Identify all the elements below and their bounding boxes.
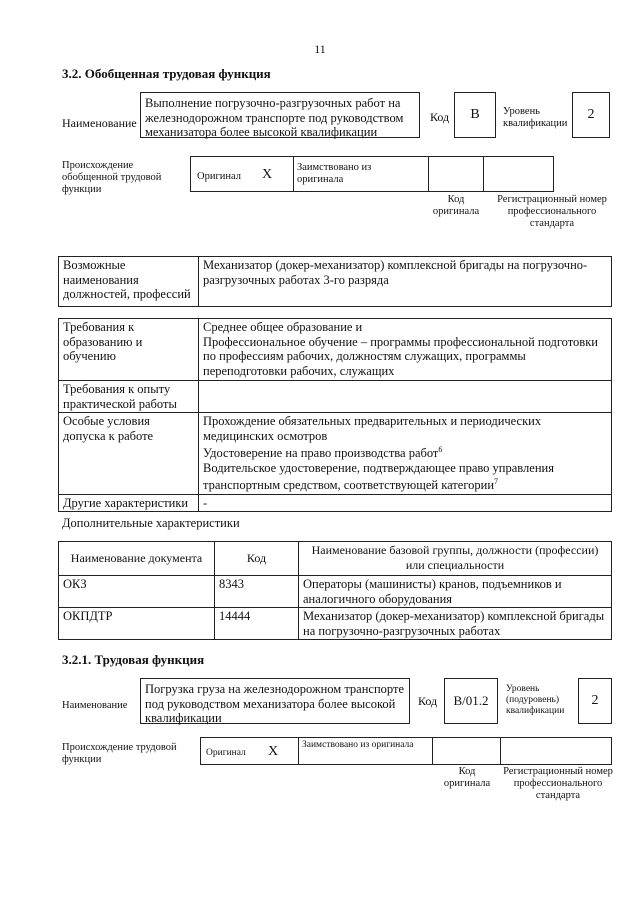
requirement-value: - bbox=[199, 494, 612, 512]
table-header-row bbox=[59, 542, 612, 576]
borrowed-label: Заимствовано из оригинала bbox=[297, 162, 372, 185]
table-cell: ОКПДТР bbox=[59, 608, 215, 640]
reg-number-caption: Регистрационный номер профессионального стандарта bbox=[503, 766, 613, 801]
table-row bbox=[59, 608, 612, 640]
positions-label: Возможные наименования должностей, профессий bbox=[59, 257, 199, 307]
original-label: Оригинал bbox=[197, 171, 241, 182]
origin-label: Происхождение трудовой функции bbox=[62, 742, 177, 765]
table-cell: Операторы (машинисты) кранов, подъемников и аналогичного оборудования bbox=[299, 576, 612, 608]
requirement-label: Требования к опыту практической работы bbox=[59, 381, 199, 413]
level-label: Уровень (подуровень) квалификации bbox=[506, 684, 565, 716]
section-heading-3-2: 3.2. Обобщенная трудовая функция bbox=[62, 66, 271, 81]
level-label: Уровень квалификации bbox=[503, 106, 568, 129]
requirement-line: Прохождение обязательных предварительных и периодических медицинских осмотров bbox=[203, 414, 542, 443]
origin-label: Происхождение обобщенной трудовой функции bbox=[62, 160, 162, 195]
original-label: Оригинал bbox=[206, 748, 246, 758]
reg-number-caption: Регистрационный номер профессионального стандарта bbox=[497, 194, 607, 229]
requirement-row bbox=[59, 319, 612, 381]
borrowed-label: Заимствовано из оригинала bbox=[302, 740, 414, 750]
additional-table bbox=[58, 541, 612, 640]
original-mark: Х bbox=[262, 167, 273, 182]
original-mark: Х bbox=[268, 744, 279, 759]
requirement-line: Водительское удостоверение, подтверждающее право управления транспортным средством, соответствующей категории$^7$ bbox=[203, 460, 554, 493]
requirement-value bbox=[199, 413, 612, 495]
column-header: Код bbox=[215, 542, 299, 576]
code-original-caption: Код оригинала bbox=[443, 766, 491, 789]
code-value: В/01.2 bbox=[444, 678, 498, 724]
page-number: 11 bbox=[314, 42, 326, 56]
table-cell: 8343 bbox=[215, 576, 299, 608]
requirement-line: Профессиональное обучение – программы профессиональной подготовки по профессиям рабочих, должностям служащих, программы переподготовки рабочих, служащих bbox=[203, 334, 598, 378]
name-label: Наименование bbox=[62, 116, 137, 130]
requirement-label: Требования к образованию и обучению bbox=[59, 319, 199, 381]
requirement-row bbox=[59, 413, 612, 495]
requirement-row bbox=[59, 381, 612, 413]
requirement-row bbox=[59, 494, 612, 512]
table-cell: 14444 bbox=[215, 608, 299, 640]
additional-title: Дополнительные характеристики bbox=[62, 516, 240, 530]
code-value: В bbox=[454, 92, 496, 138]
requirement-line: Среднее общее образование и bbox=[203, 320, 363, 334]
requirement-label: Другие характеристики bbox=[59, 494, 199, 512]
name-value-box bbox=[140, 678, 410, 724]
level-value: 2 bbox=[578, 678, 612, 724]
positions-value: Механизатор (докер-механизатор) комплексной бригады на погрузочно-разгрузочных работах 3-го разряда bbox=[199, 257, 612, 307]
requirement-value bbox=[199, 381, 612, 413]
requirement-label: Особые условия допуска к работе bbox=[59, 413, 199, 495]
name-value-box bbox=[140, 92, 420, 138]
column-header: Наименование документа bbox=[59, 542, 215, 576]
footnote-mark: 6 bbox=[438, 445, 443, 454]
code-label: Код bbox=[418, 694, 438, 708]
table-row bbox=[59, 576, 612, 608]
level-value: 2 bbox=[572, 92, 610, 138]
requirement-line: Удостоверение на право производства работ$^6$ bbox=[203, 445, 443, 461]
name-value: Выполнение погрузочно-разгрузочных работ на железнодорожном транспорте под руководством механизатора более высокой квалификации bbox=[145, 96, 404, 139]
table-cell: ОКЗ bbox=[59, 576, 215, 608]
name-value: Погрузка груза на железнодорожном транспорте под руководством механизатора более высокой квалификации bbox=[145, 682, 405, 725]
section-heading-3-2-1: 3.2.1. Трудовая функция bbox=[62, 652, 205, 667]
code-label: Код bbox=[430, 110, 450, 124]
footnote-mark: 7 bbox=[494, 477, 499, 487]
requirements-table bbox=[58, 318, 612, 512]
name-label: Наименование bbox=[62, 700, 128, 711]
code-original-caption: Код оригинала bbox=[432, 194, 480, 217]
table-cell: Механизатор (докер-механизатор) комплексной бригады на погрузочно-разгрузочных работах bbox=[299, 608, 612, 640]
positions-table bbox=[58, 256, 612, 307]
column-header: Наименование базовой группы, должности (профессии) или специальности bbox=[299, 542, 612, 576]
requirement-value bbox=[199, 319, 612, 381]
